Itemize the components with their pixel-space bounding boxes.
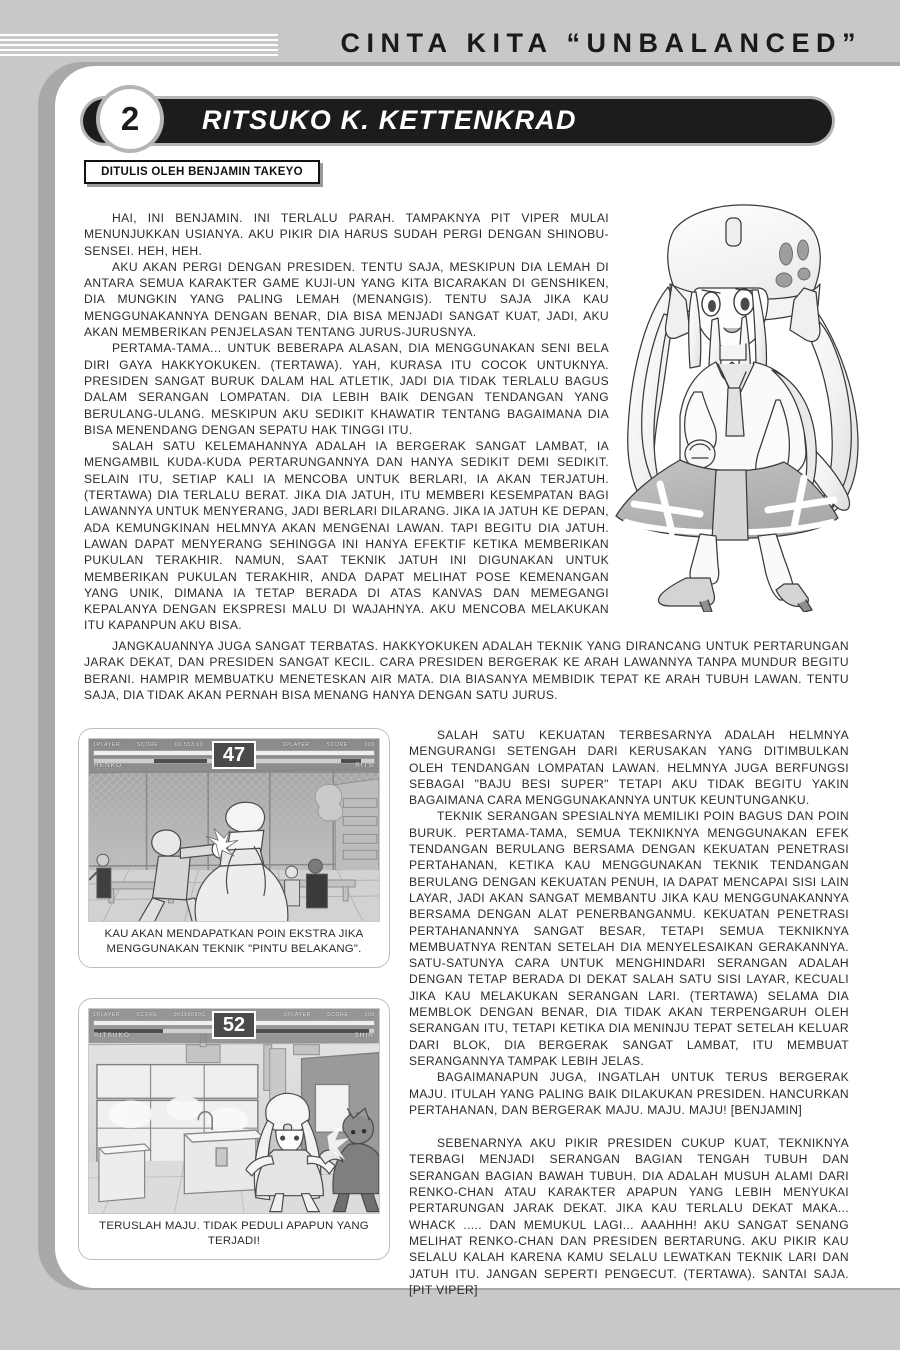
hud-p2-label: 2PLAYER [282,742,310,748]
byline-text: DITULIS OLEH BENJAMIN TAKEYO [101,166,303,178]
paragraph: AKU AKAN PERGI DENGAN PRESIDEN. TENTU SAJA, MESKIPUN DIA LEMAH DI ANTARA SEMUA KARAKTER GAME KUJI-UN YANG KITA BICARAKAN DI GENSHIKEN, DIA MUNGKIN YANG PALING LEMAH (MENANGIS). TENTU SAJA JIKA KAU MENGGUNAKANNYA DENGAN BENAR, DIA BISA MENJADI SANGAT KUAT, JADI, AKU AKAN MEMBERIKAN PENJELASAN TENTANG JURUS-JURUSNYA. [84,259,609,340]
character-illustration [608,192,878,612]
p2-fighter-name: SHIR [354,1032,374,1039]
paragraph: PERTAMA-TAMA... UNTUK BEBERAPA ALASAN, DIA MENGGUNAKAN SENI BELA DIRI GAYA HAKKYOKUKEN. (TERTAWA). YAH, KURASA ITU COCOK UNTUKNYA. PRESIDEN SANGAT BURUK DALAM HAL ATLETIK, JADI DIA TIDAK TERLALU BAGUS DALAM SERANGAN LOMPATAN. DIA LEBIH BAIK DENGAN TENDANGAN YANG BERULANG-ULANG. MESKIPUN AKU SEDIKIT KHAWATIR TENTANG BAGAIMANA DIA BISA MENENDANG DENGAN SEPATU HAK TINGGI ITU. [84,341,609,437]
article-full-width [84,638,849,703]
p2-power-fill [248,1029,369,1033]
game-hud-1 [89,739,379,773]
p2-fighter-name: RITS [355,762,374,769]
paragraph: SALAH SATU KEKUATAN TERBESARNYA ADALAH HELMNYA MENGURANGI SETENGAH DARI KERUSAKAN YANG DITIMBULKAN OLEH TENDANGAN LOMPATAN LAWAN. HELMNYA JUGA BERFUNGSI SEBAGAI "BAJU BESI SUPER" TETAPI AKU TIDAK BEGITU YAKIN BAGAIMANA CARA MENGGUNAKANNYA UNTUK KEUNTUNGANKU. [409,728,849,808]
paragraph: SALAH SATU KELEMAHANNYA ADALAH IA BERGERAK SANGAT LAMBAT, IA MENGAMBIL KUDA-KUDA PERTARUNGANNYA DAN HANYA SEDIKIT DEMI SEDIKIT. SELAIN ITU, SETIAP KALI IA MENCOBA UNTUK BERLARI, IA AKAN TERJATUH. (TERTAWA) DIA TERLALU BERAT. JIKA DIA JATUH, ITU MEMBERI KESEMPATAN BAGI LAWANNYA UNTUK MENYERANG, JADI BERLARI DILARANG. JIKA IA JATUH KE DEPAN, ADA KEMUNGKINAN HELMNYA AKAN MENGENAI LAWAN. TAPI BEGITU DIA JATUH. LAWAN DAPAT MENYERANG SEHINGGA INI HANYA EFEKTIF KETIKA MEMBERIKAN PUKULAN TERAKHIR. NAMUN, SAAT TEKNIK JATUH INI DIGUNAKAN UNTUK MEMBERIKAN PUKULAN TERAKHIR, ANDA DAPAT MELIHAT POSE KEMENANGAN YANG UNIK, DIMANA IA TETAP BERADA DI ATAS KANVAS DAN MEMEGANGI KEPALANYA DENGAN EKSPRESI MALU DI WAJAHNYA. AKU MENCOBA MELAKUKAN ITU KAPANPUN AKU BISA. [84,439,609,633]
round-timer-2: 52 [212,1011,256,1039]
p1-fighter-name: RITSUKO [94,1032,130,1039]
hud-p1-score-label: SCORE [136,742,159,748]
paragraph: HAI, INI BENJAMIN. INI TERLALU PARAH. TAMPAKNYA PIT VIPER MULAI MENUNJUKKAN USIANYA. AKU PIKIR DIA HARUS SUDAH PERGI DENGAN SHINOBU-SENSEI. HEH, HEH. [84,211,609,258]
paragraph: TEKNIK SERANGAN SPESIALNYA MEMILIKI POIN BAGUS DAN POIN BURUK. PERTAMA-TAMA, SEMUA TEKNIKNYA MENGGUNAKAN EFEK TENDANGAN BERULANG BERSAMA DENGAN KEKUATAN PENETRASI PERTAHANAN, KETIKA KAU MENGGUNAKAN TEKNIK TENDANGAN BERULANG DENGAN KEKUATAN PENUH, IA DAPAT MENCAPAI SISI LAIN LAYAR, JADI AKAN SANGAT MEMBANTU JIKA KAU MENGGUNAKANNYA BERSAMA DENGAN ALAT PENERBANGANMU. KEKUATAN PENETRASI PERTAHANANNYA SANGAT BESAR, TETAPI SEMUA TEKNIKNYA MEMBUATNYA RENTAN SETELAH DIA MENYELESAIKAN GERAKANNYA. SATU-SATUNYA CARA UNTUK MENGHINDARI SERANGAN ADALAH DENGAN TETAP BERADA DI DEKAT SALAH SATU SISI LAYAR, KECUALI JIKA KAU MELAKUKAN SERANGAN LARI. (TERTAWA) SELAMA DIA MEMBLOK DENGAN BENAR, DIA TIDAK AKAN TERPENGARUH OLEH SERANGAN ITU, TETAPI KETIKA DIA MENINJU TEPAT SETELAH KELUAR DARI BLOK, DIA BERGERAK SANGAT LAMBAT, ITU MEMBUAT SERANGANNYA TAMPAK LEBIH JELAS. [409,809,849,1068]
game-screenshot-1 [88,738,380,922]
p1-power-fill [154,759,207,763]
article-right-column [409,727,849,1298]
hud-p2-label: 2PLAYER [283,1012,312,1018]
chapter-header [80,96,835,146]
hud-p1-score: 00 553 00 [174,742,204,748]
hud-p1-label: 1PLAYER [93,742,121,748]
round-timer-1: 47 [212,741,256,769]
game-hud-2 [89,1009,379,1043]
hud-p2-score-label: SCORE [326,742,348,748]
magazine-title: CINTA KITA “UNBALANCED” [340,28,862,58]
screenshot-caption-1: KAU AKAN MENDAPATKAN POIN EKSTRA JIKA MENGGUNAKAN TEKNIK "PINTU BELAKANG". [104,928,364,955]
paragraph: BAGAIMANAPUN JUGA, INGATLAH UNTUK TERUS BERGERAK MAJU. ITULAH YANG PALING BAIK DILAKUKAN PRESIDEN. HANCURKAN PERTAHANAN, DAN BERGERAK MAJU. MAJU. MAJU! [BENJAMIN] [409,1070,849,1117]
screenshot-caption-2: TERUSLAH MAJU. TIDAK PEDULI APAPUN YANG TERJADI! [99,1220,369,1247]
hud-p2-score: 000 [364,1012,375,1018]
p1-health-bar [93,750,221,756]
hud-p1-label: 1PLAYER [93,1012,121,1018]
screenshot-card-2 [78,998,390,1260]
hud-p2-score: 000 [364,742,375,748]
chapter-number-badge: 2 [100,89,160,149]
chapter-title: RITSUKO K. KETTENKRAD [202,105,577,135]
hud-p1-score-label: SCORE [136,1012,158,1018]
screenshot-card-1 [78,728,390,968]
p2-health-bar [247,1020,375,1026]
game-screenshot-2 [88,1008,380,1214]
hud-p2-score-label: SCORE [327,1012,349,1018]
p1-health-bar [93,1020,221,1026]
hud-p1-score: 00156690C [173,1012,206,1018]
paragraph: SEBENARNYA AKU PIKIR PRESIDEN CUKUP KUAT, TEKNIKNYA TERBAGI MENJADI SERANGAN BAGIAN TENGAH TUBUH DAN SERANGAN BAGIAN BAWAH TUBUH. DIA ADALAH MUSUH ALAMI DARI RENKO-CHAN ATAU KARAKTER APAPUN YANG LEBIH MENYUKAI PERTARUNGAN JARAK DEKAT. JIKA KAU TERLALU DEKAT MAKA... WHACK ..... DAN MEMUKUL LAGI... AAAHHH! AKU SANGAT SENANG MELIHAT RENKO-CHAN DAN PRESIDEN BERTARUNG. AKU PIKIR KAU SELALU KALAH KARENA KAMU SELALU LEWATKAN TEKNIK LARI DAN JATUH ITU. JANGAN SEPERTI PENGECUT. (TERTAWA). SANTAI SAJA. [PIT VIPER] [409,1136,849,1297]
paragraph-spacer [409,1118,849,1135]
article-left-column [84,210,609,634]
p2-health-bar [247,750,375,756]
decorative-stripes [0,34,278,60]
byline-box [84,160,320,184]
p1-fighter-name: RENKO [94,762,123,769]
paragraph: JANGKAUANNYA JUGA SANGAT TERBATAS. HAKKYOKUKEN ADALAH TEKNIK YANG DIRANCANG UNTUK PERTARUNGAN JARAK DEKAT, DAN PRESIDEN SANGAT KECIL. CARA PRESIDEN BERGERAK KE ARAH LAWANNYA TANPA MUNDUR BEGITU BERANI. HAMPIR MEMBUATKU MENETESKAN AIR MATA. DIA BIASANYA MEMBIDIK TEPAT KE ARAH TUBUH LAWAN. TENTU SAJA, DIA TIDAK AKAN PERNAH BISA MENANG HANYA DENGAN SATU JURUS. [84,639,849,702]
